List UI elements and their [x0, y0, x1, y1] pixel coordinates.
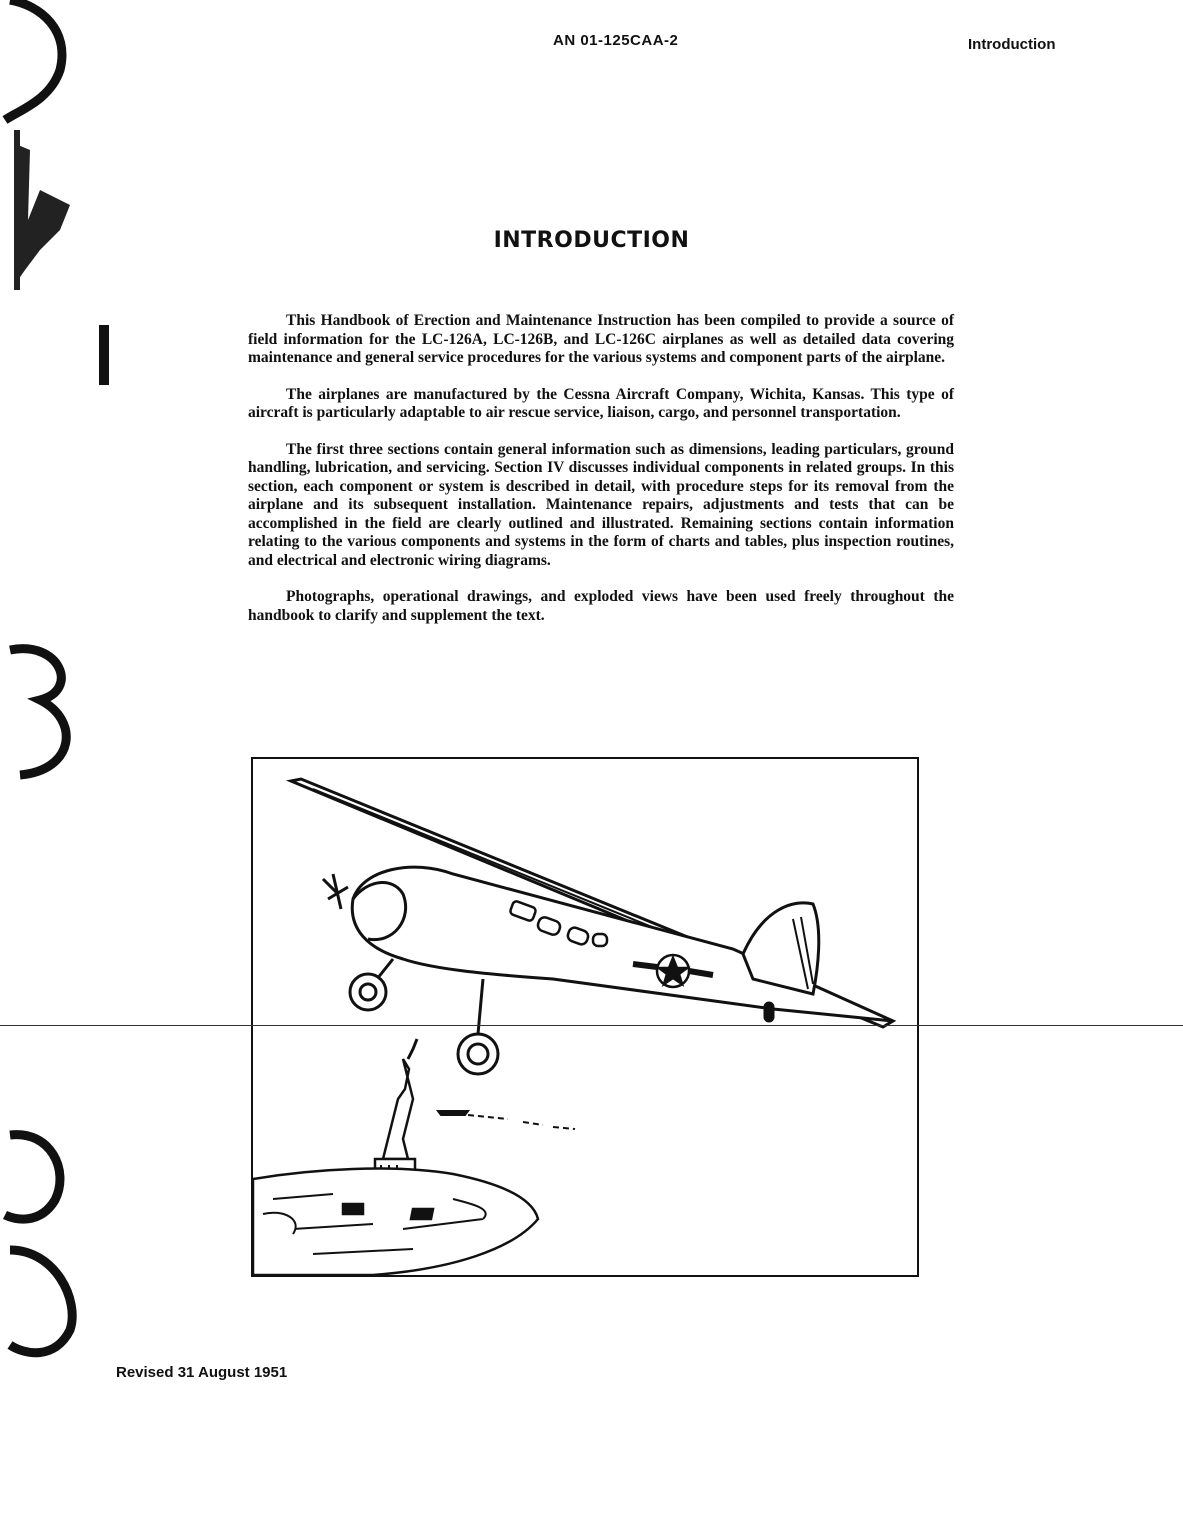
paragraph-4: Photographs, operational drawings, and exploded views have been used freely throughout the handbook to clarify and supplement the text. [248, 588, 954, 624]
paragraph-2: The airplanes are manufactured by the Cessna Aircraft Company, Wichita, Kansas. This type of aircraft is particularly adaptable to air rescue service, liaison, cargo, and personnel transportation. [248, 385, 954, 421]
section-label: Introduction [968, 36, 1056, 53]
scan-horizontal-line [0, 1025, 1183, 1026]
revision-date: Revised 31 August 1951 [116, 1364, 288, 1381]
margin-bar-mark [99, 325, 109, 385]
paragraph-1: This Handbook of Erection and Maintenance Instruction has been compiled to provide a source of field information for the LC-126A, LC-126B, and LC-126C airplanes as well as detailed data covering maintenance and general service procedures for the various systems and component parts of the airplane. [248, 312, 954, 366]
propeller [323, 874, 348, 909]
paragraph-3: The first three sections contain general information such as dimensions, leading particulars, ground handling, lubrication, and servicing. Section IV discusses individual components in related groups. In this section, each component or system is described in detail, with procedure steps for its removal from the airplane and its subsequent installation. Maintenance repairs, adjustments and tests that can be accomplished in the field are clearly outlined and illustrated. Remaining sections contain information relating to the various components and systems in the form of charts and tables, plus inspection routines, and electrical and electronic wiring diagrams. [248, 440, 954, 569]
island-ground [253, 1169, 538, 1275]
airplane-tail [743, 903, 819, 994]
document-number: AN 01-125CAA-2 [553, 32, 679, 49]
distant-ship [438, 1111, 575, 1129]
airplane-illustration-frame [251, 757, 919, 1277]
airplane-over-statue-illustration [253, 759, 917, 1275]
body-text [248, 312, 954, 643]
page-title: INTRODUCTION [493, 228, 690, 253]
